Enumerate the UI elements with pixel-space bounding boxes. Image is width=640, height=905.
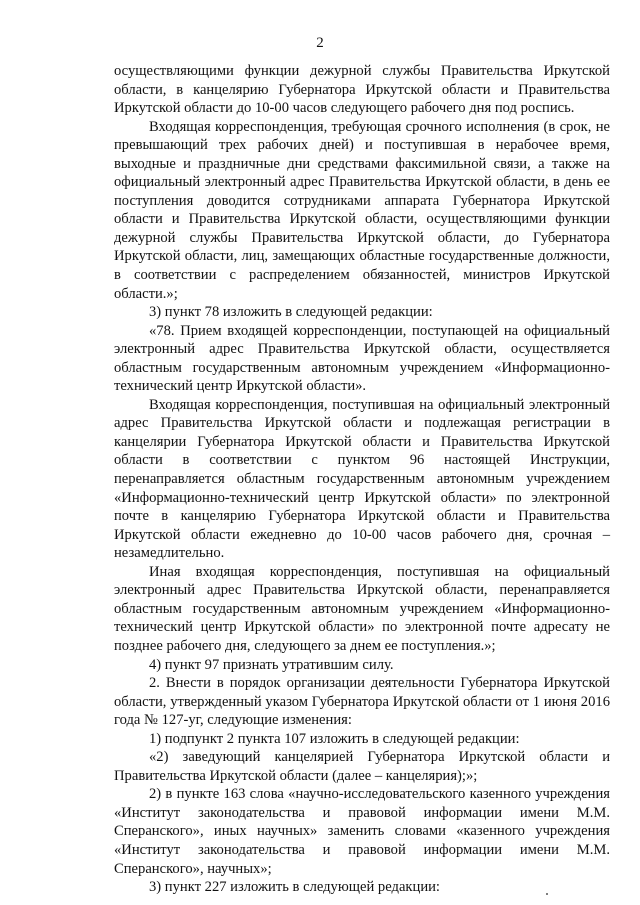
paragraph-6: Иная входящая корреспонденция, поступившая на официальный электронный адрес Правительства Иркутской области, перенаправляется областным государственным автономным учреждением «Информационно-технический центр Иркутской области» по электронной почте адресату не позднее рабочего дня, следующего за днем ее поступления.»; (114, 563, 610, 654)
paragraph-1: осуществляющими функции дежурной службы Правительства Иркутской области, в канцелярию Губернатора Иркутской области и Правительства Иркутской области до 10-00 часов следующего рабочего дня под роспись. (114, 63, 610, 117)
paragraph-12: 3) пункт 227 изложить в следующей редакции: (149, 879, 440, 896)
paragraph-3: 3) пункт 78 изложить в следующей редакции: (149, 304, 433, 321)
paragraph-5: Входящая корреспонденция, поступившая на официальный электронный адрес Правительства Иркутской области и подлежащая регистрации в канцелярии Губернатора Иркутской области и Правительства Иркутской области в соответствии с пунктом 96 настоящей Инструкции, перенаправляется областным государственным автономным учреждением «Информационно-технический центр Иркутской области» по электронной почте в канцелярию Губернатора Иркутской области и Правительства Иркутской области ежедневно до 10-00 часов рабочего дня, срочная – незамедлительно. (114, 396, 610, 562)
paragraph-10: «2) заведующий канцелярией Губернатора Иркутской области и Правительства Иркутской области (далее – канцелярия);»; (114, 749, 610, 784)
paragraph-8: 2. Внести в порядок организации деятельности Губернатора Иркутской области, утвержденный указом Губернатора Иркутской области от 1 июня 2016 года № 127-уг, следующие изменения: (114, 675, 610, 729)
scan-dot-bottom (546, 893, 548, 895)
paragraph-7: 4) пункт 97 признать утратившим силу. (149, 656, 394, 673)
paragraph-11: 2) в пункте 163 слова «научно-исследовательского казенного учреждения «Институт законодательства и правовой информации имени М.М. Сперанского», иных научных» заменить словами «казенного учреждения «Институт законодательства и правовой информации имени М.М. Сперанского», научных»; (114, 786, 610, 877)
paragraph-2: Входящая корреспонденция, требующая срочного исполнения (в срок, не превышающий трех рабочих дней) и поступившая в нерабочее время, выходные и праздничные дни средствами факсимильной связи, а также на официальный электронный адрес Правительства Иркутской области, в день ее поступления доводится сотрудниками аппарата Губернатора Иркутской области и Правительства Иркутской области, осуществляющими функции дежурной службы Правительства Иркутской области, до Губернатора Иркутской области, лиц, замещающих областные государственные должности, в соответствии с распределением обязанностей, министров Иркутской области.»; (114, 118, 610, 302)
paragraph-9: 1) подпункт 2 пункта 107 изложить в следующей редакции: (149, 730, 520, 747)
page-number: 2 (316, 35, 324, 51)
document-body (114, 62, 610, 897)
paragraph-4: «78. Прием входящей корреспонденции, поступающей на официальный электронный адрес Правительства Иркутской области, осуществляется областным государственным автономным учреждением «Информационно-технический центр Иркутской области». (114, 322, 610, 395)
